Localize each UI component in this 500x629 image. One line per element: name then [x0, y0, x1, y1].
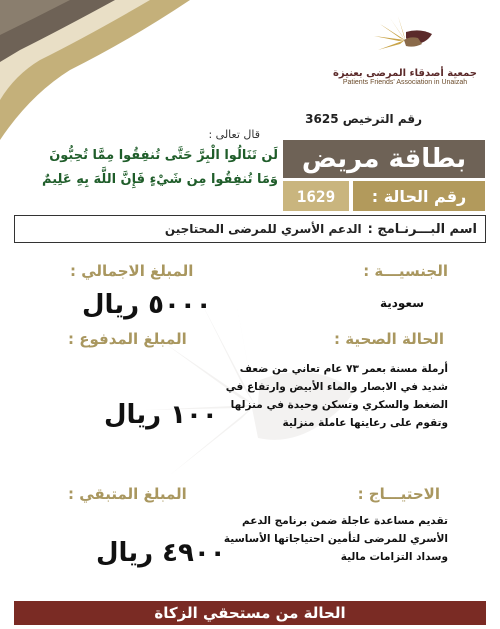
remaining-amount-value: ٤٩٠٠ ريال — [96, 538, 226, 568]
zakat-eligible-banner: الحالة من مستحقي الزكاة — [14, 601, 486, 625]
health-status-text: أرملة مسنة بعمر ٧٣ عام تعاني من ضعف شديد في الابصار والماء الأبيض وارتفاع في الضغط والسكري وتسكن وحيدة في منزلها وتقوم على رعايتها عاملة منزلية — [225, 363, 448, 429]
logo-name-english: Patients Friends' Association in Unaizah — [342, 79, 468, 86]
program-label: اسم البـــرنـامج : — [367, 221, 477, 237]
nationality-value: سعودية — [379, 296, 424, 310]
verse-intro: قال تعالى : — [208, 128, 260, 141]
handshake-sun-icon — [370, 14, 440, 66]
need-text: تقديم مساعدة عاجلة ضمن برنامج الدعم الأسري للمرضى لتأمين احتياجاتها الأساسية وسداد التزامات مالية — [223, 515, 448, 563]
total-amount-label: المبلغ الاجمالي : — [70, 262, 194, 280]
license-number: رقم الترخيص 3625 — [305, 112, 422, 126]
verse-line-1: لَن تَنَالُوا الْبِرَّ حَتَّى تُنفِقُوا مِمَّا تُحِبُّونَ — [49, 148, 278, 163]
program-box — [14, 215, 486, 243]
case-number-label: رقم الحالة : — [353, 181, 485, 211]
need-label: الاحتيـــاج : — [357, 485, 440, 503]
association-logo — [330, 14, 480, 86]
verse-line-2: وَمَا تُنفِقُوا مِن شَيْءٍ فَإِنَّ اللَّهَ بِهِ عَلِيمٌ — [42, 172, 278, 187]
total-amount-value: ٥٠٠٠ ريال — [82, 290, 212, 320]
health-status-label: الحالة الصحية : — [334, 330, 444, 348]
logo-name-arabic: جمعية أصدقاء المرضى بعنيزة — [332, 68, 477, 79]
corner-decoration — [0, 0, 190, 140]
nationality-label: الجنسيـــة : — [363, 262, 448, 280]
case-number-value: 1629 — [283, 181, 349, 211]
paid-amount-value: ١٠٠ ريال — [104, 400, 218, 430]
program-value: الدعم الأسري للمرضى المحتاجين — [164, 222, 362, 236]
paid-amount-label: المبلغ المدفوع : — [68, 330, 187, 348]
remaining-amount-label: المبلغ المتبقي : — [68, 485, 187, 503]
case-number-row — [283, 181, 485, 211]
card-title: بطاقة مريض — [283, 140, 485, 178]
